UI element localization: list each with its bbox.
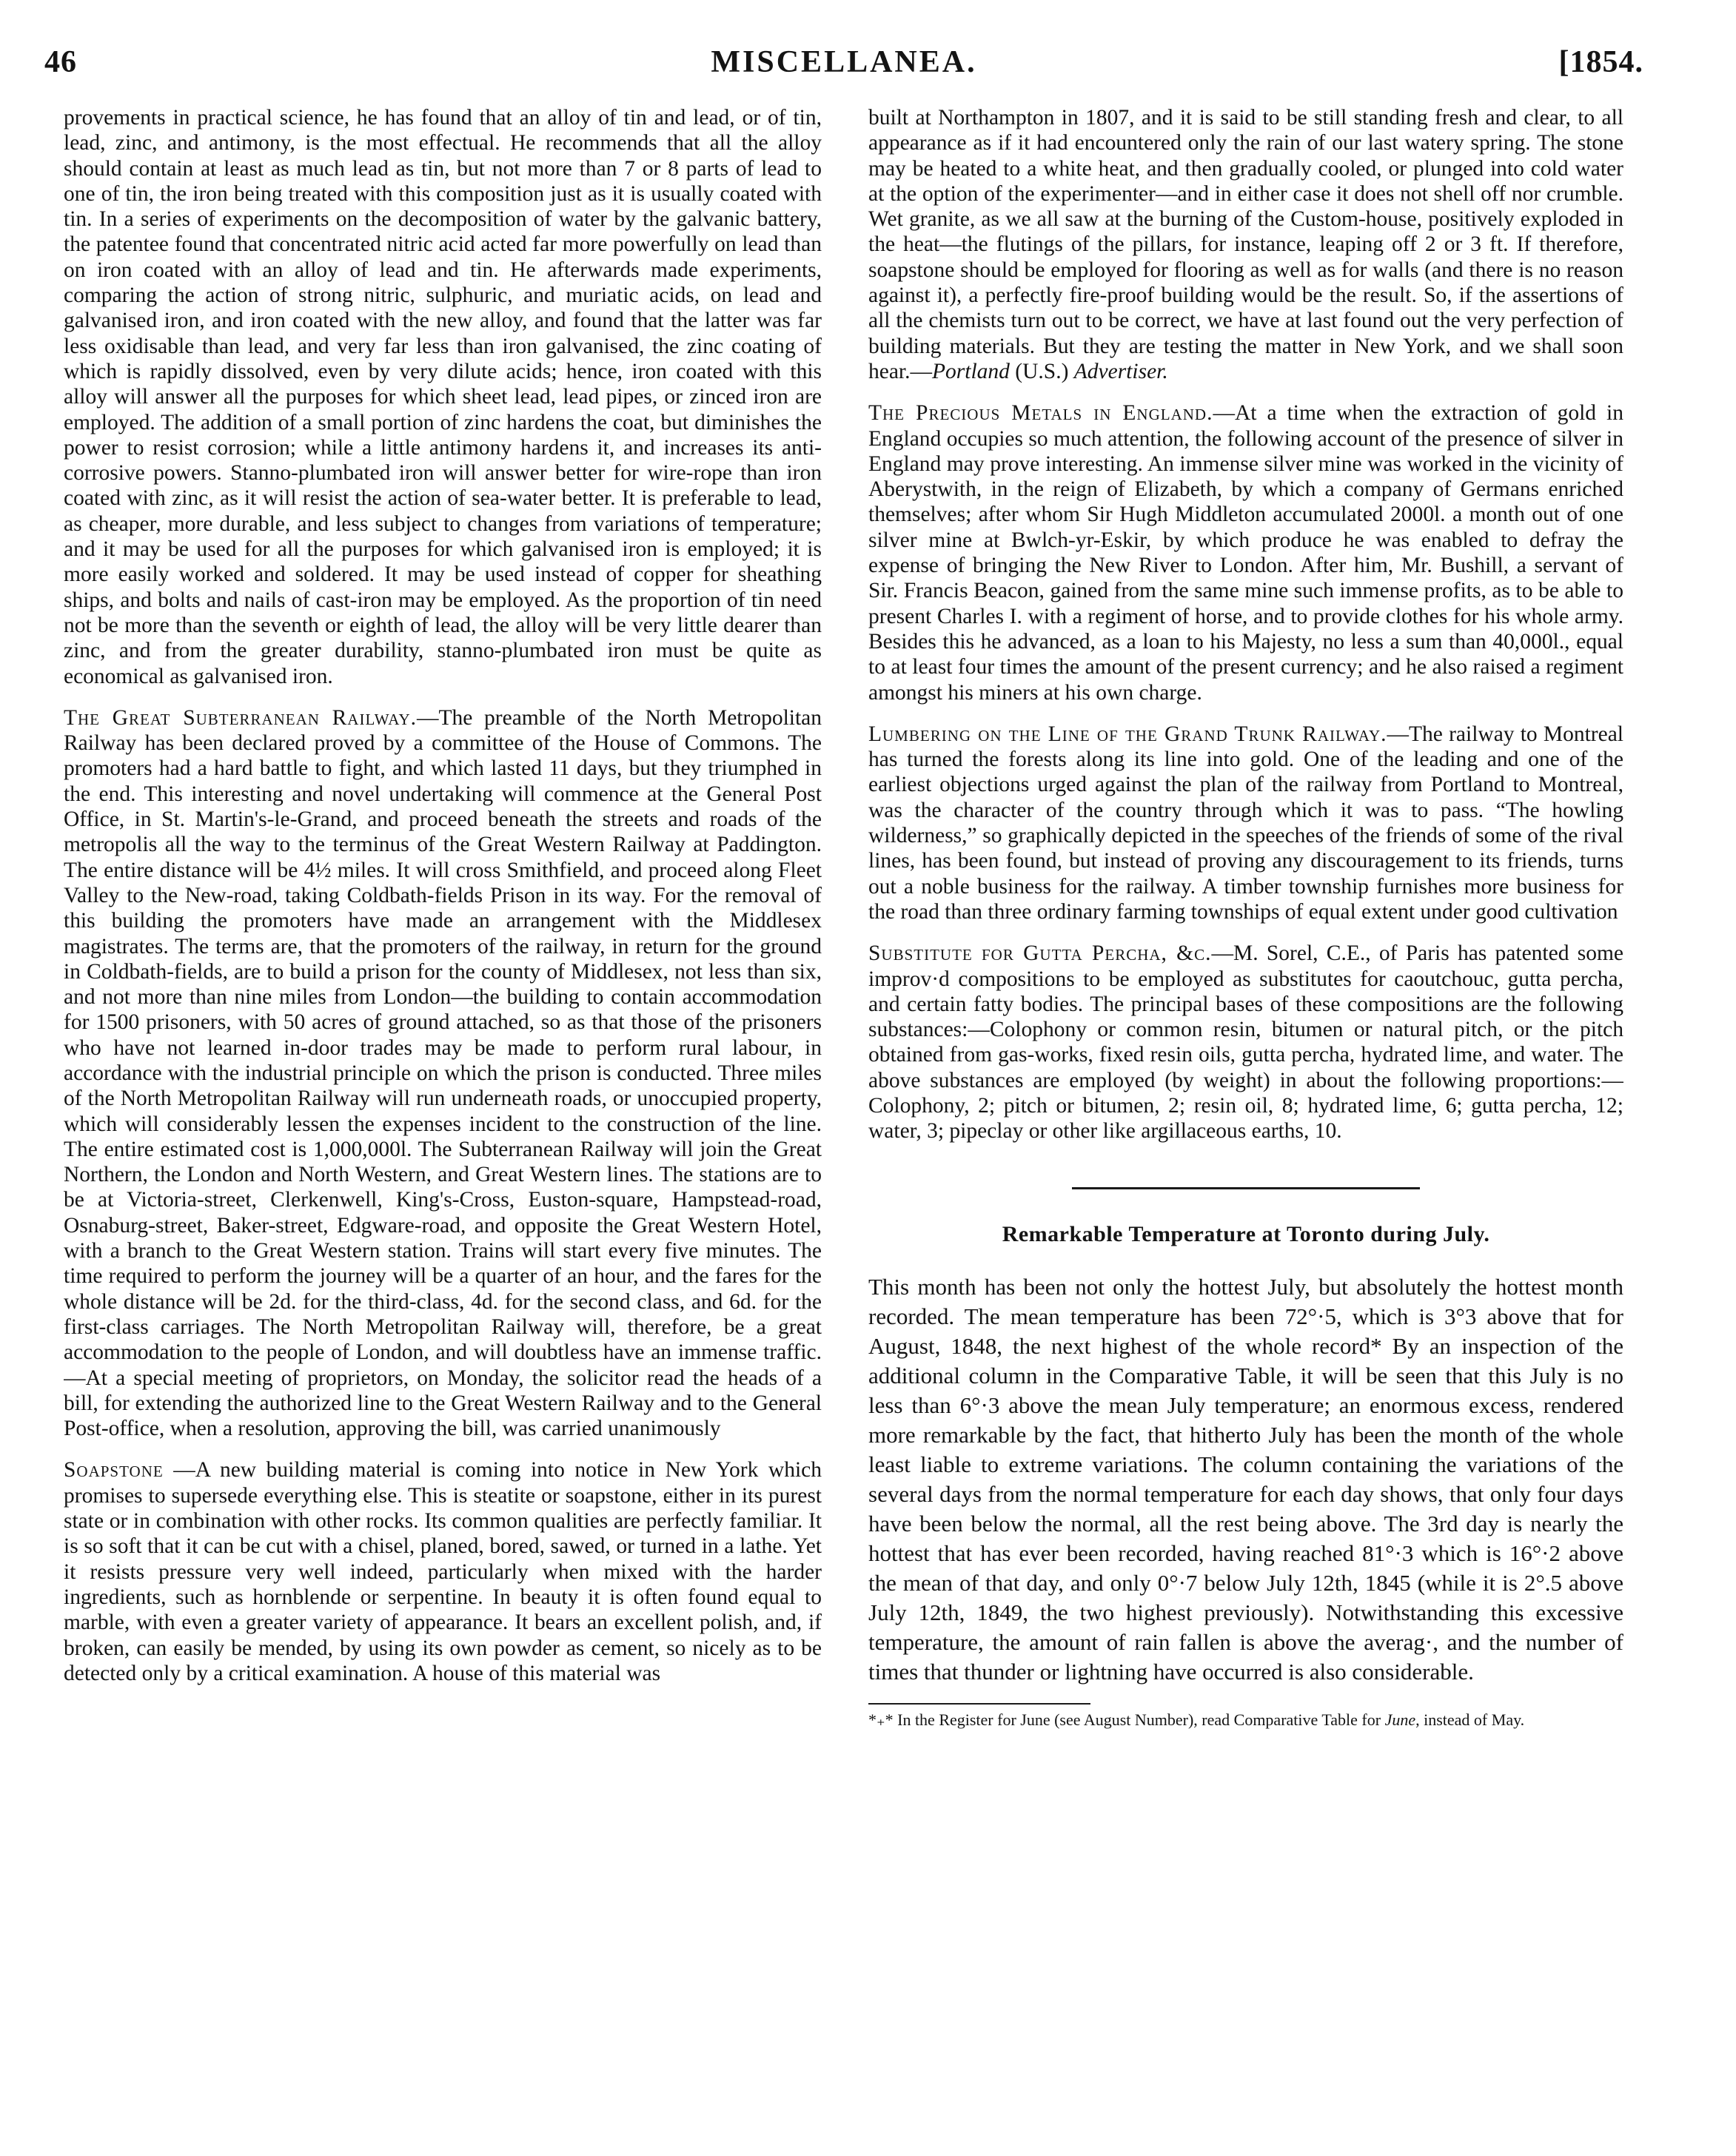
source-citation: (U.S.) [1009,359,1074,383]
footnote-text: June [1384,1710,1416,1729]
page-title: MISCELLANEA. [711,45,977,79]
article-body: —At a time when the extraction of gold in England occupies so much attention, the following account of the presence of silver in England may prove interesting. An immense silver mine was worked in the vicinity of Aberystwith, in the reign of Elizabeth, by which a company of Germans enriched themselves; after whom Sir Hugh Middleton accumulated 2000l. a month out of one silver mine at Bwlch-yr-Eskir, by which produce he was enabled to defray the expense of bringing the New River to London. After him, Mr. Bushill, a servant of Sir. Francis Beacon, gained from the same mine such immense profits, as to be able to present Charles I. with a regiment of horse, and to provide clothes for his whole army. Besides this he advanced, as a loan to his Majesty, no less a sum than 40,000l., equal to at least four times the amount of the present currency; and he also raised a regiment amongst his miners at his own charge. [868,401,1623,705]
alloy-article-paragraph: provements in practical science, he has found that an alloy of tin and lead, or of tin, lead, zinc, and antimony, is the most effectual. He recommends that all the alloy should contain at least as much lead as tin, but not more than 7 or 8 parts of lead to one of tin, the iron being treated with this composition just as it is usually coated with tin. In a series of experiments on the decomposition of water by the galvanic battery, the patentee found that concentrated nitric acid acted far more powerfully on lead than on iron coated with an alloy of lead and tin. He afterwards made experiments, comparing the action of strong nitric, sulphuric, and muriatic acids, on lead and galvanised iron, and iron coated with the new alloy, and found that the latter was far less oxidisable than lead, and very far less than iron galvanised, the zinc coating of which is rapidly dissolved, even by very dilute acids; hence, iron coated with this alloy will answer all the purposes for which sheet lead, lead pipes, or zinced iron are employed. The addition of a small portion of zinc hardens the coat, but diminishes the power to resist corrosion; while a little antimony hardens it, and increases its anti-corrosive powers. Stanno-plumbated iron will answer better for wire-rope than iron coated with zinc, as it will resist the action of sea-water better. It is preferable to lead, as cheaper, more durable, and less subject to changes from variations of temperature; and it may be used for all the purposes for which galvanised iron is employed; it is more easily worked and soldered. It may be used instead of copper for sheathing ships, and bolts and nails of cast-iron may be employed. As the proportion of tin need not be more than the seventh or eighth of lead, the alloy will be very little dearer than zinc, and from the greater durability, stanno-plumbated iron must be quite as economical as galvanised iron. [64,106,822,688]
right-column [868,105,1623,2133]
source-citation: Advertiser. [1073,359,1168,383]
article-body: —A new building material is coming into notice in New York which promises to supersede everything else. This is steatite or soapstone, either in its purest state or in combination with other rocks. Its common qualities are perfectly familiar. It is so soft that it can be cut with a chisel, planed, bored, sawed, or turned in a lathe. Yet it resists pressure very well indeed, particularly when mixed with the harder ingredients, such as hornblende or serpentine. In beauty it is often found equal to marble, with even a greater variety of appearance. It bears an excellent polish, and, if broken, can easily be mended, by using its own powder as cement, so nicely as to be detected only by a critical examination. A house of this material was [64,1458,822,1685]
article-lead: Lumbering on the Line of the Grand Trunk Railway. [868,722,1387,746]
lumbering-article [868,722,1623,924]
footnote [868,1710,1623,1730]
year-label: [1854. [1558,45,1643,79]
article-lead: Soapstone [64,1458,164,1482]
article-lead: The Precious Metals in England. [868,401,1213,426]
article-body: built at Northampton in 1807, and it is said to be still standing fresh and clear, to all appearance as if it had encountered only the rain of our last watery spring. The stone may be heated to a white heat, and then gradually cooled, or plunged into cold water at the option of the experimenter—and in either case it does not shell off nor crumble. Wet granite, as we all saw at the burning of the Custom-house, positively exploded in the heat—the flutings of the pillars, for instance, leaping off 2 or 3 ft. If therefore, soapstone should be employed for flooring as well as for walls (and there is no reason against it), a perfectly fire-proof building would be the result. So, if the assertions of all the chemists turn out to be correct, we have at last found out the very perfection of building materials. But they are testing the matter in New York, and we shall soon hear.— [868,106,1623,383]
section-divider [1072,1187,1420,1189]
soapstone-article-continued [868,105,1623,384]
footnote-divider [868,1703,1090,1705]
precious-metals-article [868,400,1623,705]
article-body: —M. Sorel, C.E., of Paris has patented some improv·d compositions to be employed as substitutes for caoutchouc, gutta percha, and certain fatty bodies. The principal bases of these compositions are the following substances:—Colophony or common resin, bitumen or natural pitch, or the pitch obtained from gas-works, fixed resin oils, gutta percha, hydrated lime, and water. The above substances are employed (by weight) in about the following proportions:—Colophony, 2; pitch or bitumen, 2; resin oil, 8; hydrated lime, 6; gutta percha, 12; water, 3; pipeclay or other like argillaceous earths, 10. [868,941,1623,1144]
section-heading: Remarkable Temperature at Toronto during July. [1002,1221,1490,1246]
page-number: 46 [44,45,77,79]
article-body: —The preamble of the North Metropolitan Railway has been declared proved by a committee of the House of Commons. The promoters had a hard battle to fight, and which lasted 11 days, but they triumphed in the end. This interesting and novel undertaking will commence at the General Post Office, in St. Martin's-le-Grand, and proceed beneath the streets and roads of the metropolis all the way to the terminus of the Great Western Railway at Paddington. The entire distance will be 4½ miles. It will cross Smithfield, and proceed along Fleet Valley to the New-road, taking Coldbath-fields Prison in its way. For the removal of this building the promoters have made an arrangement with the Middlesex magistrates. The terms are, that the promoters of the railway, in return for the ground in Coldbath-fields, are to build a prison for the county of Middlesex, not less than six, and not more than nine miles from London—the building to contain accommodation for 1500 prisoners, with 50 acres of ground attached, so as that those of the prisoners who have not learned in-door trades may be made to perform rural labour, in accordance with the industrial principle on which the prison is conducted. Three miles of the North Metropolitan Railway will run underneath roads, or unoccupied property, which will considerably lessen the expenses incident to the construction of the line. The entire estimated cost is 1,000,000l. The Subterranean Railway will join the Great Northern, the London and North Western, and Great Western lines. The stations are to be at Victoria-street, Clerkenwell, King's-Cross, Euston-square, Hampstead-road, Osnaburg-street, Baker-street, Edgware-road, and opposite the Great Western Hotel, with a branch to the Great Western station. Trains will start every five minutes. The time required to perform the journey will be a quarter of an hour, and the fares for the whole distance will be 2d. for the third-class, 4d. for the second class, and 6d. for the first-class carriages. The North Metropolitan Railway will, therefore, be a great accommodation to the people of London, and will doubtless have an immense traffic.—At a special meeting of proprietors, on Monday, the solicitor read the heads of a bill, for extending the authorized line to the Great Western Railway and to the General Post-office, when a resolution, approving the bill, was carried unanimously [64,705,822,1441]
article-body: —The railway to Montreal has turned the forests along its line into gold. One of the leading and one of the earliest objections urged against the plan of the railway from Portland to Montreal, was the character of the country through which it was to pass. “The howling wilderness,” so graphically depicted in the speeches of the friends of some of the rival lines, has been found, but instead of proving any discouragement to its friends, turns out a noble business for the railway. A timber township furnishes more business for the road than three ordinary farming townships of equal extent under good cultivation [868,722,1623,924]
article-lead: The Great Subterranean Railway. [64,705,417,730]
left-column [64,105,822,2133]
article-lead: Substitute for Gutta Percha, &c. [868,941,1212,966]
footnote-text: *₊* In the Register for June (see August Number), read Comparative Table for [868,1710,1385,1729]
running-head [44,44,1643,92]
footnote-text: , instead of May. [1415,1710,1525,1729]
soapstone-article [64,1457,822,1686]
source-citation: Portland [932,359,1010,383]
toronto-temperature-paragraph: This month has been not only the hottest July, but absolutely the hottest month recorded. The mean temperature has been 72°·5, which is 3°3 above that for August, 1848, the next highest of the whole record* By an inspection of the additional column in the Comparative Table, it will be seen that this July is no less than 6°·3 above the mean July temperature; an enormous excess, rendered more remarkable by the fact, that hitherto July has been the month of the whole least liable to extreme variations. The column containing the variations of the several days from the normal temperature for each day shows, that only four days have been below the normal, all the rest being above. The 3rd day is nearly the hottest that has ever been recorded, having reached 81°·3 which is 16°·2 above the mean of that day, and only 0°·7 below July 12th, 1845 (while it is 2°.5 above July 12th, 1849, the two highest previously). Notwithstanding this excessive temperature, the amount of rain fallen is above the averag·, and the number of times that thunder or lightning have occurred is also considerable. [868,1273,1623,1685]
subterranean-railway-article [64,705,822,1442]
gutta-percha-article [868,941,1623,1144]
